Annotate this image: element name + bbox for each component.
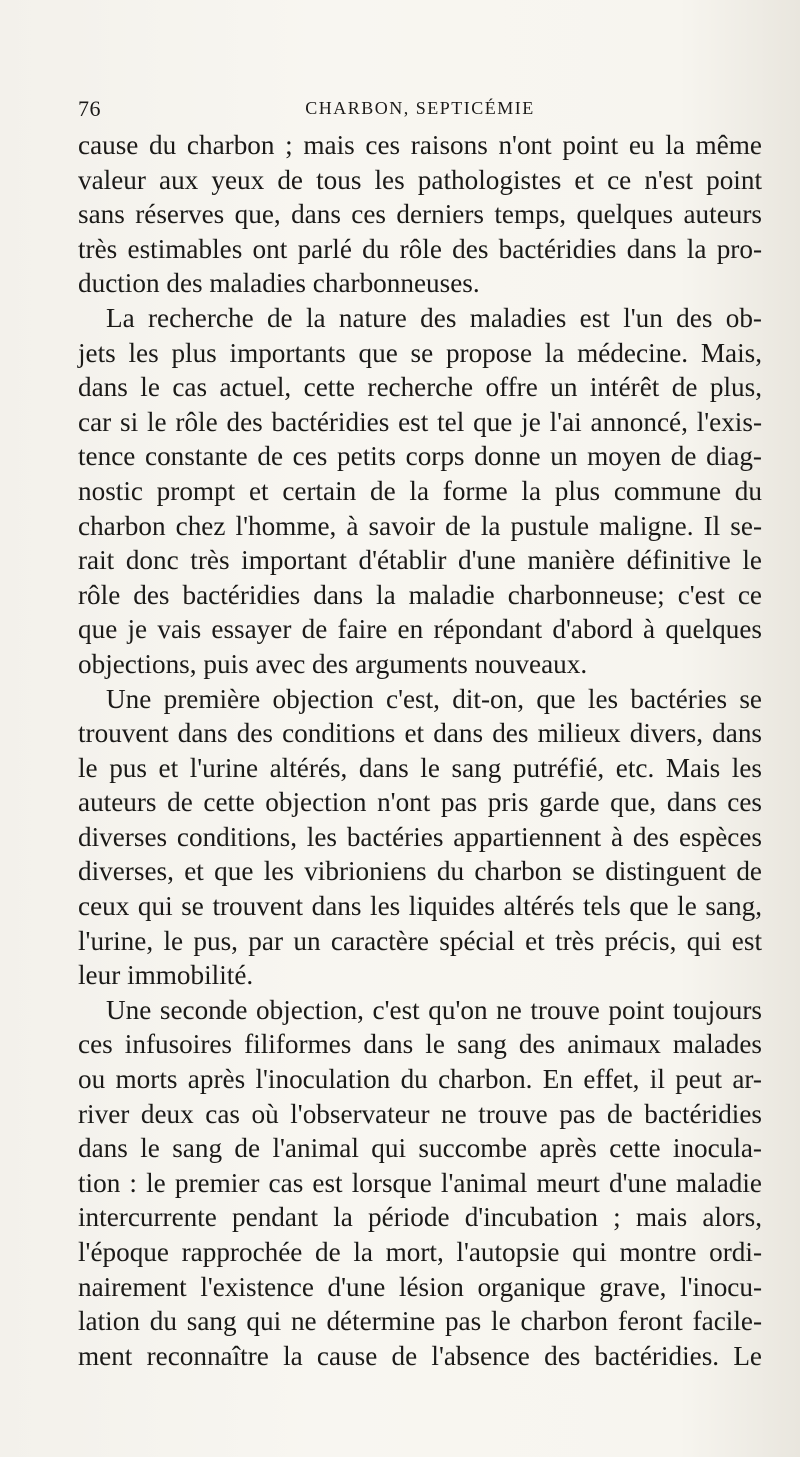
text-line: jets les plus importants que se propose la médecine. Mais, — [78, 337, 762, 368]
text-line: valeur aux yeux de tous les pathologistes et ce n'est point — [78, 164, 762, 195]
text-line: très estimables ont parlé du rôle des bactéridies dans la pro- — [78, 233, 762, 264]
paragraph — [78, 301, 762, 682]
text-line: diverses, et que les vibrioniens du charbon se distinguent de — [78, 856, 762, 887]
text-line: tion : le premier cas est lorsque l'animal meurt d'une maladie — [78, 1167, 762, 1198]
text-line: nairement l'existence d'une lésion organique grave, l'inocu- — [78, 1271, 762, 1302]
text-line: l'époque rapprochée de la mort, l'autopsie qui montre ordi- — [78, 1237, 762, 1267]
text-line: Une seconde objection, c'est qu'on ne trouve point toujours — [106, 994, 762, 1025]
text-line: La recherche de la nature des maladies est l'un des ob- — [106, 302, 762, 333]
text-line: nostic prompt et certain de la forme la plus commune du — [78, 475, 762, 506]
paragraph — [78, 128, 762, 301]
text-line: diverses conditions, les bactéries appartiennent à des espèces — [78, 821, 762, 852]
text-line: leur immobilité. — [78, 960, 254, 991]
page-number: 76 — [78, 96, 101, 121]
text-line: objections, puis avec des arguments nouveaux. — [78, 648, 588, 679]
text-line: charbon chez l'homme, à savoir de la pustule maligne. Il se- — [78, 510, 762, 541]
text-line: car si le rôle des bactéridies est tel que je l'ai annoncé, l'exis- — [78, 406, 762, 437]
text-line: l'urine, le pus, par un caractère spécial et très précis, qui est — [78, 925, 762, 956]
text-line: auteurs de cette objection n'ont pas pris garde que, dans ces — [78, 787, 762, 818]
text-line: dans le cas actuel, cette recherche offre un intérêt de plus, — [78, 372, 762, 403]
text-line: rait donc très important d'établir d'une manière définitive le — [78, 545, 762, 576]
text-line: ceux qui se trouvent dans les liquides altérés tels que le sang, — [78, 891, 762, 922]
text-line: Une première objection c'est, dit-on, que les bactéries se — [106, 683, 762, 714]
text-line: rôle des bactéridies dans la maladie charbonneuse; c'est ce — [78, 579, 762, 610]
paragraph — [78, 993, 762, 1374]
paragraph — [78, 682, 762, 993]
text-line: ces infusoires filiformes dans le sang des animaux malades — [78, 1029, 762, 1060]
text-line: trouvent dans des conditions et dans des milieux divers, dans — [78, 718, 762, 749]
text-line: tence constante de ces petits corps donne un moyen de diag- — [78, 441, 762, 472]
text-line: river deux cas où l'observateur ne trouve pas de bactéridies — [78, 1098, 762, 1129]
text-line: sans réserves que, dans ces derniers temps, quelques auteurs — [78, 199, 762, 230]
text-line: que je vais essayer de faire en répondant d'abord à quelques — [78, 614, 762, 645]
text-line: duction des maladies charbonneuses. — [78, 268, 480, 299]
text-line: le pus et l'urine altérés, dans le sang putréfié, etc. Mais les — [78, 752, 762, 783]
text-line: ment reconnaître la cause de l'absence des bactéridies. Le — [78, 1340, 762, 1371]
body-text — [78, 128, 762, 1373]
text-line: dans le sang de l'animal qui succombe après cette inocula- — [78, 1133, 762, 1164]
text-line: intercurrente pendant la période d'incubation ; mais alors, — [78, 1202, 762, 1233]
running-title: CHARBON, SEPTICÉMIE — [305, 98, 535, 118]
page-header — [78, 96, 762, 130]
text-line: cause du charbon ; mais ces raisons n'ont point eu la même — [78, 130, 762, 160]
text-line: ou morts après l'inoculation du charbon. En effet, il peut ar- — [78, 1064, 762, 1095]
text-line: lation du sang qui ne détermine pas le charbon feront facile- — [78, 1306, 762, 1337]
